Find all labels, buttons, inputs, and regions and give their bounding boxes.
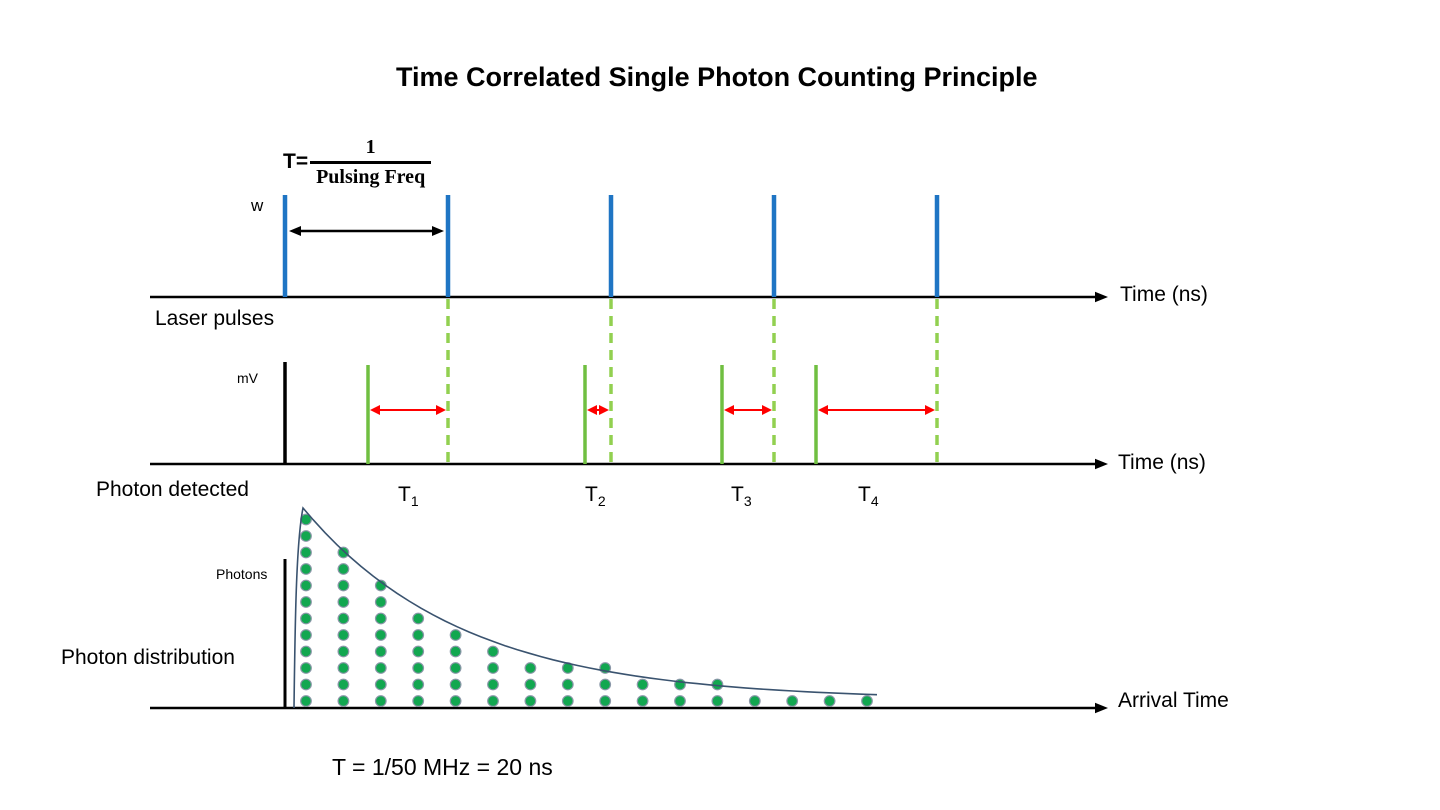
laser-row-label: Laser pulses [155, 307, 275, 330]
histogram-dot [376, 597, 387, 608]
formula-fraction [310, 134, 431, 189]
delay-label-t1-sub: 1 [410, 493, 419, 510]
histogram-dot [712, 696, 723, 707]
delay-label-t4 [858, 483, 879, 510]
histogram-dot [301, 630, 312, 641]
detector-time-axis-arrowhead [1095, 459, 1108, 469]
period-arrow-head-left [289, 226, 301, 236]
delay-arrow-head-left [818, 405, 828, 415]
histogram-dot [600, 679, 611, 690]
histogram-dot [413, 679, 424, 690]
histogram-dot [488, 663, 499, 674]
delay-arrow-head-left [587, 405, 597, 415]
histogram-dot [450, 696, 461, 707]
histogram-dot [862, 696, 873, 707]
pulse-width-label: w [251, 196, 264, 215]
formula-denominator: Pulsing Freq [310, 161, 431, 189]
delay-arrow-head-left [370, 405, 380, 415]
histogram-dot [376, 663, 387, 674]
laser-axis-label: Time (ns) [1120, 283, 1208, 306]
histogram-dot [301, 597, 312, 608]
histogram-dot [338, 613, 349, 624]
histogram-dot [413, 663, 424, 674]
delay-arrow-head-right [436, 405, 446, 415]
histogram-dot [338, 580, 349, 591]
histogram-dot [338, 679, 349, 690]
histogram-dot [338, 646, 349, 657]
histogram-dot [301, 531, 312, 542]
detector-row-label: Photon detected [96, 478, 249, 501]
photons-axis-label: Photons [216, 566, 268, 582]
delay-label-t1 [398, 483, 419, 510]
histogram-dot [301, 613, 312, 624]
histogram-dot [525, 679, 536, 690]
histogram-dot [376, 696, 387, 707]
delay-label-t4-base: T [858, 483, 871, 506]
histogram-dot [413, 630, 424, 641]
formula-numerator: 1 [365, 136, 376, 158]
decay-curve [294, 508, 877, 708]
histogram-dot [563, 679, 574, 690]
histogram-dot [413, 646, 424, 657]
delay-label-t2-base: T [585, 483, 598, 506]
period-formula [283, 134, 431, 189]
arrival-time-axis-arrowhead [1095, 703, 1108, 713]
histogram-dot [600, 696, 611, 707]
histogram-dot [376, 679, 387, 690]
histogram-dot [675, 696, 686, 707]
histogram-dot [450, 663, 461, 674]
histogram-dot [488, 696, 499, 707]
histogram-dot [338, 564, 349, 575]
histogram-dot [301, 663, 312, 674]
delay-label-t3 [731, 483, 752, 510]
histogram-dot [301, 646, 312, 657]
histogram-dot [376, 613, 387, 624]
histogram-dot [525, 663, 536, 674]
histogram-dot [563, 696, 574, 707]
page-title: Time Correlated Single Photon Counting Principle [396, 62, 1038, 92]
histogram-dot [413, 613, 424, 624]
histogram-dot [750, 696, 761, 707]
delay-label-t4-sub: 4 [870, 493, 879, 510]
histogram-dot [338, 547, 349, 558]
detector-axis-label: Time (ns) [1118, 451, 1206, 474]
delay-arrow-head-left [724, 405, 734, 415]
delay-arrow-head-right [925, 405, 935, 415]
histogram-dot [787, 696, 798, 707]
detector-unit-label: mV [237, 370, 258, 386]
delay-arrow-head-right [599, 405, 609, 415]
histogram-dot [525, 696, 536, 707]
histogram-dot [413, 696, 424, 707]
histogram-dot [301, 679, 312, 690]
period-arrow-head-right [432, 226, 444, 236]
laser-time-axis-arrowhead [1095, 292, 1108, 302]
histogram-dot [637, 696, 648, 707]
histogram-dot [488, 646, 499, 657]
formula-lhs: T= [283, 149, 309, 173]
histogram-dot [450, 646, 461, 657]
histogram-dot [301, 547, 312, 558]
histogram-dot [338, 597, 349, 608]
histogram-dot [450, 679, 461, 690]
delay-label-t3-sub: 3 [743, 493, 752, 510]
delay-arrow-head-right [762, 405, 772, 415]
histogram-dot [824, 696, 835, 707]
delay-label-t3-base: T [731, 483, 744, 506]
histogram-dot [637, 679, 648, 690]
histogram-dot [338, 630, 349, 641]
footnote: T = 1/50 MHz = 20 ns [332, 754, 553, 780]
histogram-dot [450, 630, 461, 641]
histogram-dot [301, 696, 312, 707]
delay-label-t2-sub: 2 [597, 493, 606, 510]
histogram-dot [338, 696, 349, 707]
histogram-dot [488, 679, 499, 690]
histogram-dot [376, 646, 387, 657]
histogram-dot [376, 630, 387, 641]
delay-label-t2 [585, 483, 606, 510]
distribution-axis-label: Arrival Time [1118, 689, 1229, 712]
histogram-dot [301, 564, 312, 575]
delay-label-t1-base: T [398, 483, 411, 506]
distribution-row-label: Photon distribution [61, 646, 235, 669]
histogram-dot [338, 663, 349, 674]
histogram-dot [301, 580, 312, 591]
